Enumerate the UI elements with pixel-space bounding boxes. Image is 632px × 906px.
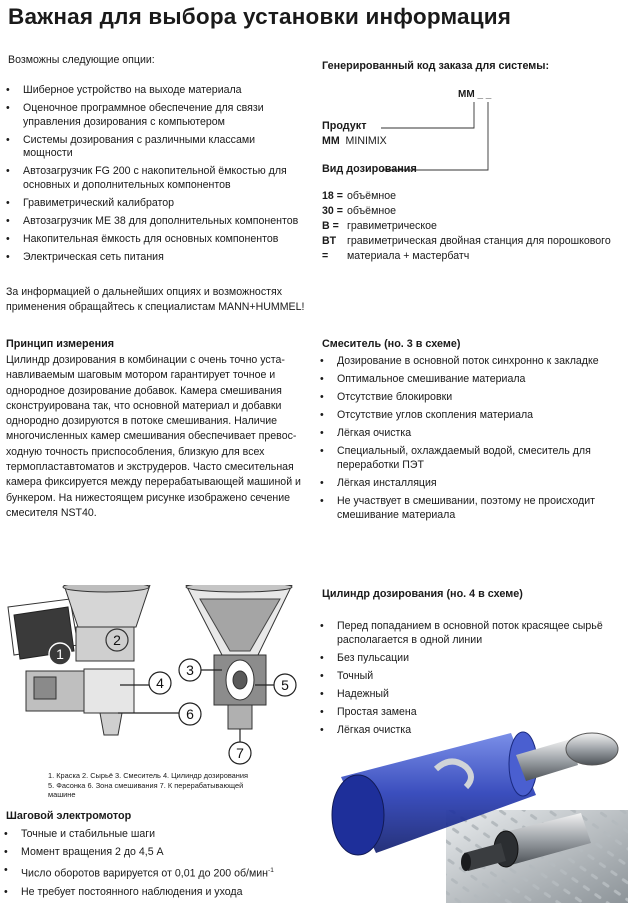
principle-text: Цилиндр дозирования в комбинации с очень точно уста- навливаемым шаговым мотором гарантирует точное и однородное дозирование добавок. Камера смешивания сконструирована так, что основной материал и добавки однородно дозируются в потоке смешивания. Наличие многочисленных камер смешивания обеспечивает превос- ходную точность приспособления, близкую для всех термопластавтоматов и экструдеров. Часто смесительная камера фиксируется между перерабатывающей машиной и бункером. На нижестоящем рисунке изображено сечение смесителя NST40. [6,354,301,519]
list-item: • Не требует постоянного наблюдения и ухода [2,886,302,900]
diagram-caption [48,771,288,800]
product-name: MINIMIX [345,135,387,147]
product-label: Продукт [322,120,367,132]
list-item: • Системы дозирования с различными классами мощности [4,134,300,161]
dosing-cylinder-image [316,725,628,903]
list-item: • Лёгкая инсталляция [318,477,618,491]
cylinder-heading: Цилиндр дозирования (но. 4 в схеме) [322,588,523,600]
motor-heading: Шаговой электромотор [6,810,132,822]
principle-heading: Принцип измерения [6,338,115,350]
list-item: • Оптимальное смешивание материала [318,373,618,387]
list-item: • Дозирование в основной поток синхронно к закладке [318,355,618,369]
unit-superscript: -1 [268,867,274,875]
mixer-list [318,355,618,527]
list-item: • Лёгкая очистка [318,427,618,441]
caption-line: 5. Фасонка 6. Зона смешивания 7. К перерабатывающей [48,780,244,790]
diagram-label-4: 4 [156,675,164,691]
list-item: • Перед попаданием в основной поток красящее сырьё располагается в одной линии [318,620,618,647]
list-item: • Лёгкая очистка [318,724,618,738]
dosing-type-code: BT = [322,235,337,262]
list-item-text: Число оборотов варируется от 0,01 до 200 об/мин [21,867,269,880]
motor-list [2,828,302,904]
list-item: • Накопительная ёмкость для основных компонентов [4,233,300,247]
list-item: • Автозагрузчик FG 200 с накопительной ёмкостью для основных и дополнительных компонентов [4,165,300,192]
diagram-label-1: 1 [56,646,64,662]
dosing-type-desc: гравиметрическое [346,220,437,232]
dosing-type-desc: объёмное [346,205,396,217]
dosing-type-desc: объёмное [346,190,396,202]
dosing-type-desc: гравиметрическая двойная станция для порошкового материала + мастербатч [347,235,611,262]
list-item: • Точный [318,670,618,684]
mixer-diagram [0,585,315,770]
product-code: MM [322,135,340,147]
list-item: • Гравиметрический калибратор [4,197,300,211]
cylinder-list [318,620,618,742]
list-item: • Автозагрузчик ME 38 для дополнительных компонентов [4,215,300,229]
options-intro: Возможны следующие опции: [8,54,155,66]
options-footer: За информацией о дальнейших опциях и возможностях применения обращайтесь к специалистам MANN+HUMMEL! [6,286,305,314]
caption-line: машине [48,790,76,799]
list-item: • Без пульсации [318,652,618,666]
dosing-types [322,189,622,264]
diagram-label-3: 3 [186,662,194,678]
list-item: • Простая замена [318,706,618,720]
dosing-type-code: 18 = [322,190,343,202]
dosing-type-label: Вид дозирования [322,163,417,175]
list-item: • Надежный [318,688,618,702]
diagram-label-2: 2 [113,632,121,648]
options-list [4,84,300,269]
list-item: • Точные и стабильные шаги [2,828,302,842]
list-item: • Шиберное устройство на выходе материала [4,84,300,98]
order-code: MM _ _ [458,89,492,100]
list-item: • Момент вращения 2 до 4,5 А [2,846,302,860]
list-item: • Не участвует в смешивании, поэтому не происходит смешивание материала [318,495,618,522]
list-item [2,864,302,881]
list-item: • Оценочное программное обеспечение для связи управления дозирования с компьютером [4,102,300,129]
dosing-type-row [322,219,622,234]
dosing-type-code: 30 = [322,205,343,217]
list-item: • Отсутствие углов скопления материала [318,409,618,423]
list-item: • Электрическая сеть питания [4,251,300,265]
list-item: • Отсутствие блокировки [318,391,618,405]
diagram-label-6: 6 [186,706,194,722]
dosing-type-row [322,189,622,204]
diagram-label-5: 5 [281,677,289,693]
page-title: Важная для выбора установки информация [8,4,512,29]
order-code-heading: Генерированный код заказа для системы: [322,60,550,72]
section-view-drawing [186,585,292,729]
dosing-type-code: B = [322,220,339,232]
diagram-label-7: 7 [236,745,244,761]
caption-line: 1. Краска 2. Сырьё 3. Смеситель 4. Цилиндр дозирования [48,771,248,780]
dosing-type-row [322,234,622,264]
dosing-type-row [322,204,622,219]
list-item: • Специальный, охлаждаемый водой, смеситель для переработки ПЭТ [318,445,618,472]
mixer-heading: Смеситель (но. 3 в схеме) [322,338,461,350]
